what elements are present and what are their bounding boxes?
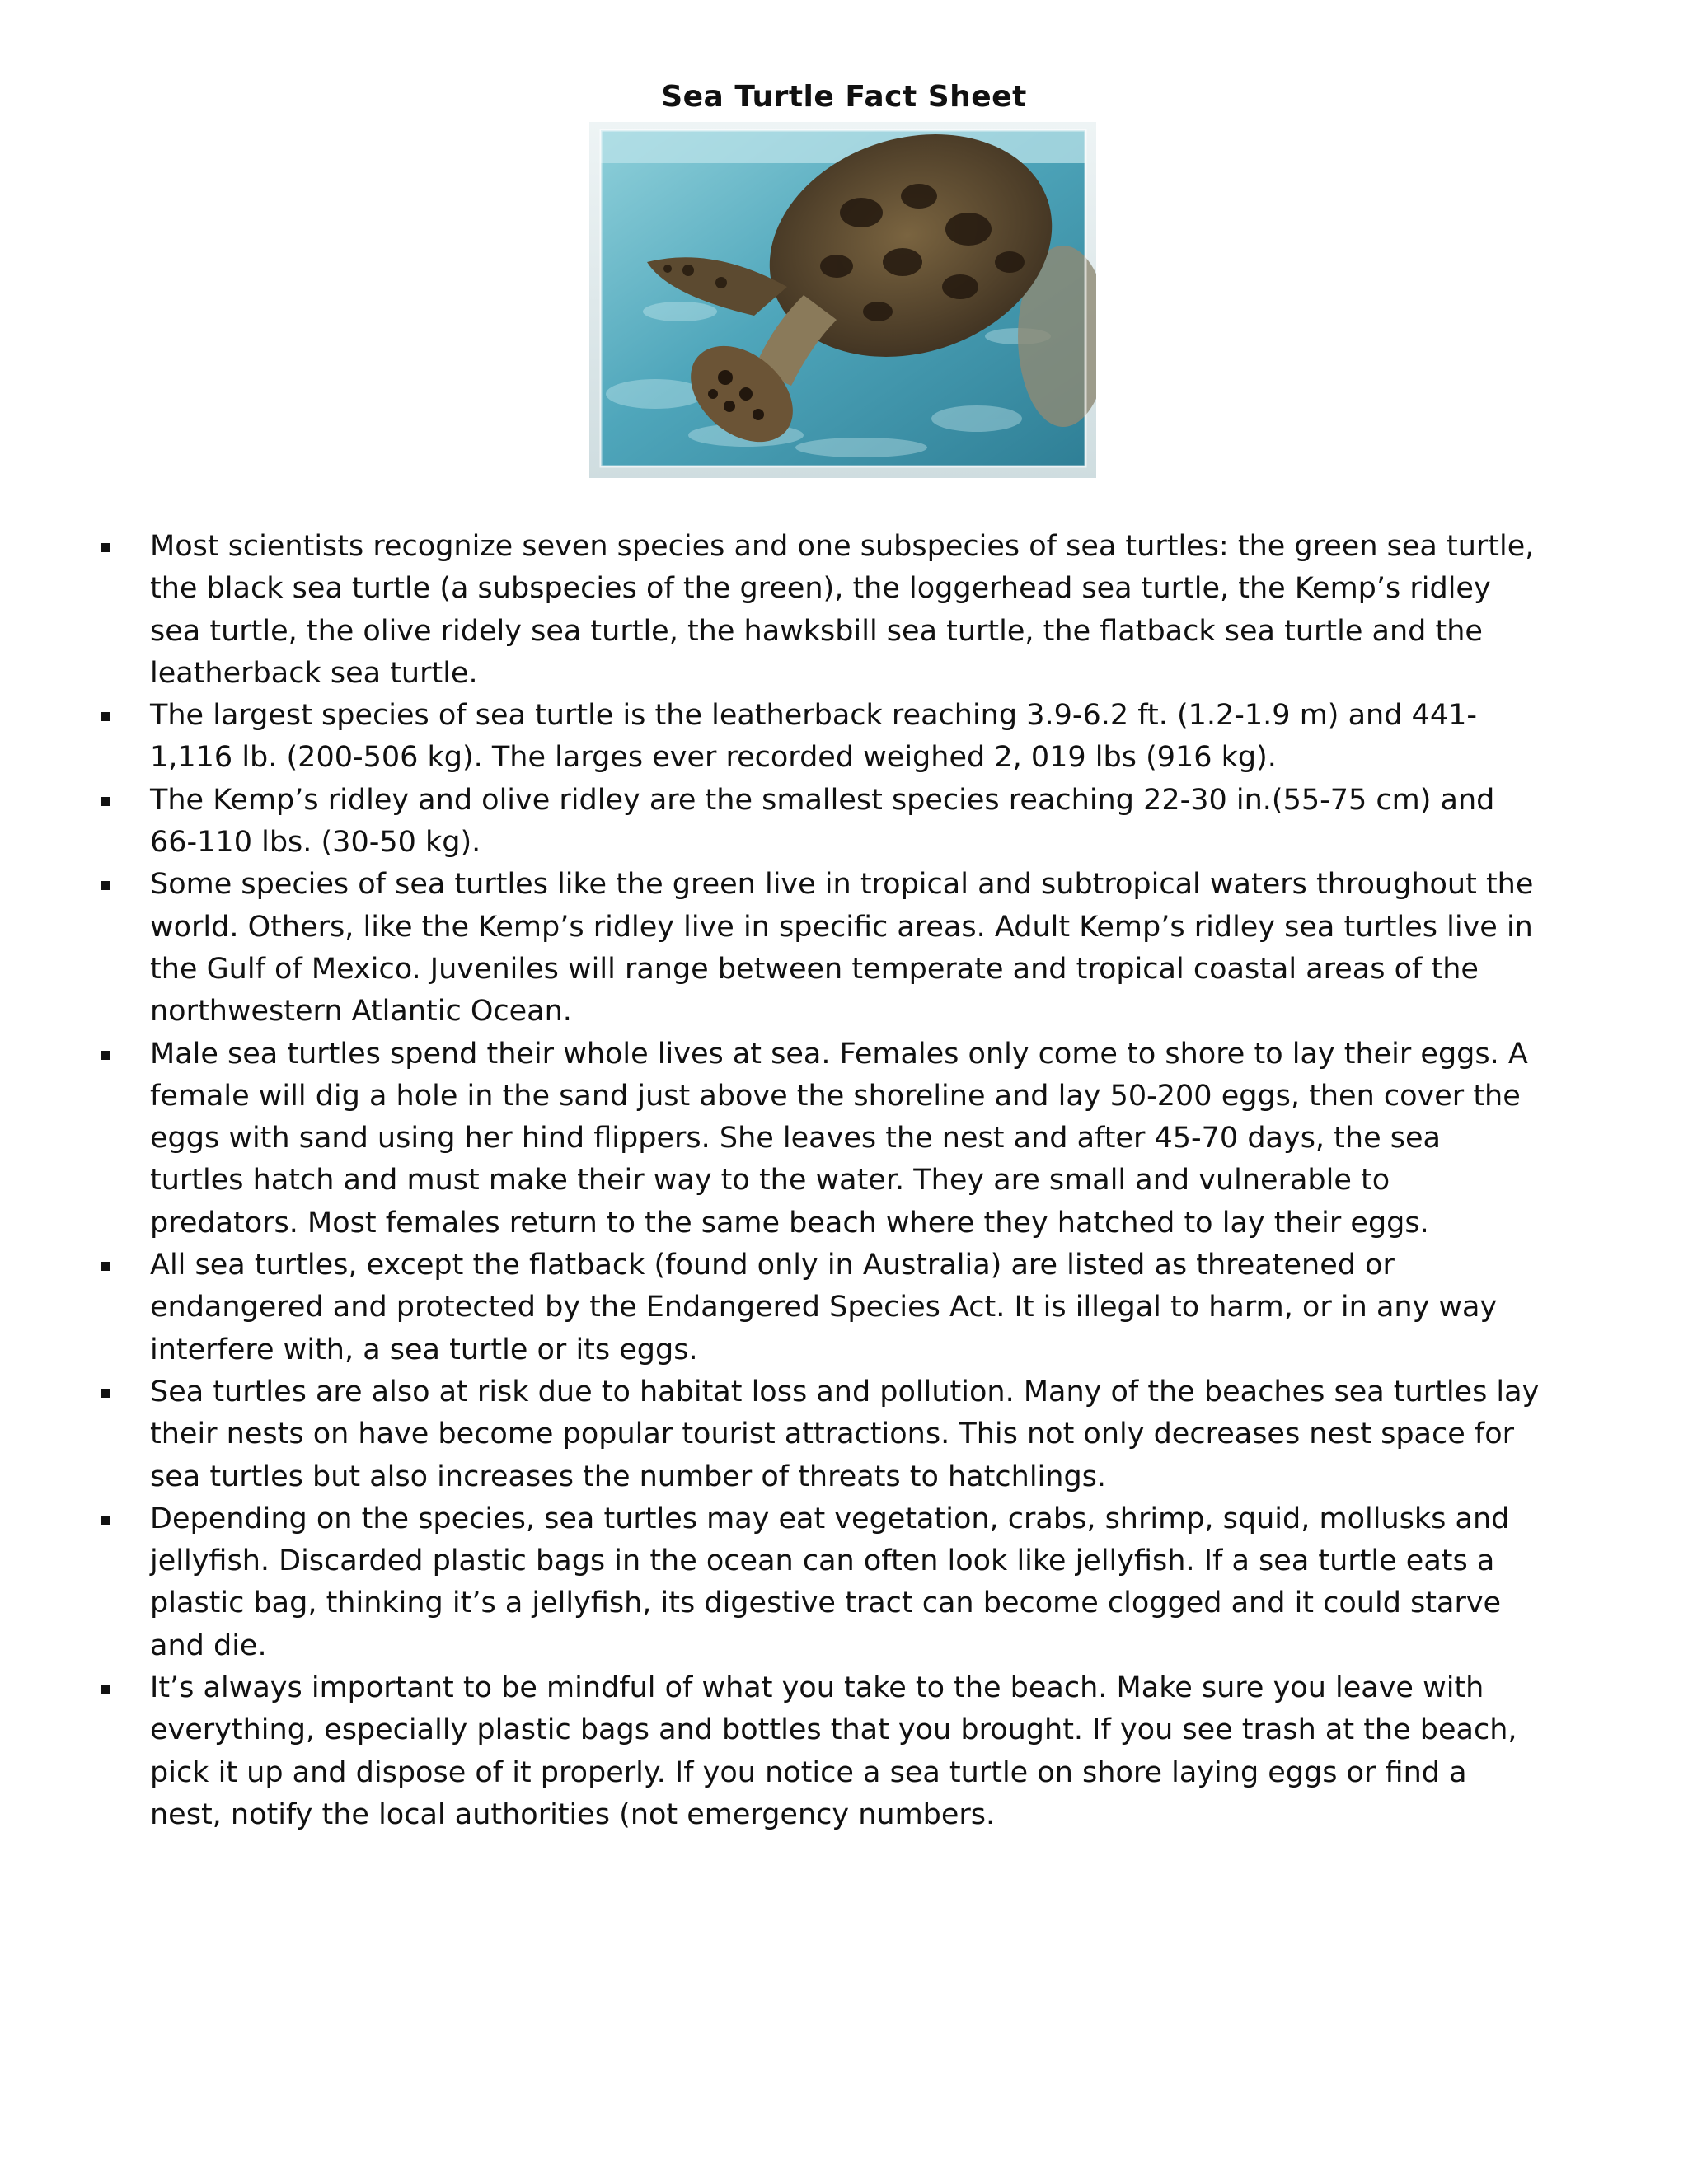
list-item (92, 780, 1543, 865)
fact-text: It’s always important to be mindful of what you take to the beach. Make sure you leave with everything, especially plastic bags and bottles that you brought. If you see trash at the beach, pick it up and dispose of it properly. If you notice a sea turtle on shore laying eggs or find a nest, notify the local authorities (not emergency numbers. (150, 1671, 1517, 1831)
list-item (92, 1371, 1543, 1498)
page-title: Sea Turtle Fact Sheet (661, 80, 1027, 114)
sea-turtle-image (589, 122, 1096, 478)
list-item (92, 695, 1543, 780)
square-bullet-icon (101, 881, 110, 890)
list-item (92, 526, 1543, 695)
fact-text: Male sea turtles spend their whole lives at sea. Females only come to shore to lay their eggs. A female will dig a hole in the sand just above the shoreline and lay 50-200 eggs, then cover the eggs with sand using her hind flippers. She leaves the nest and after 45-70 days, the sea turtles hatch and must make their way to the water. They are small and vulnerable to predators. Most females return to the same beach where they hatched to lay their eggs. (150, 1037, 1528, 1240)
fact-text: Some species of sea turtles like the green live in tropical and subtropical waters throughout the world. Others, like the Kemp’s ridley live in specific areas. Adult Kemp’s ridley sea turtles live in the Gulf of Mexico. Juveniles will range between temperate and tropical coastal areas of the northwestern Atlantic Ocean. (150, 868, 1534, 1029)
fact-list (92, 526, 1543, 1836)
fact-text: Most scientists recognize seven species and one subspecies of sea turtles: the green sea turtle, the black sea turtle (a subspecies of the green), the loggerhead sea turtle, the Kemp’s ridley sea turtle, the olive ridely sea turtle, the hawksbill sea turtle, the flatback sea turtle and the leatherback sea turtle. (150, 530, 1535, 690)
square-bullet-icon (101, 797, 110, 806)
fact-text: All sea turtles, except the flatback (found only in Australia) are listed as threatened or endangered and protected by the Endangered Species Act. It is illegal to harm, or in any way interfere with, a sea turtle or its eggs. (150, 1249, 1498, 1366)
square-bullet-icon (101, 1516, 110, 1525)
list-item (92, 1667, 1543, 1836)
square-bullet-icon (101, 1262, 110, 1271)
list-item (92, 1244, 1543, 1371)
list-item (92, 864, 1543, 1033)
square-bullet-icon (101, 1389, 110, 1398)
list-item (92, 1498, 1543, 1667)
fact-text: Depending on the species, sea turtles may eat vegetation, crabs, shrimp, squid, mollusks and jellyfish. Discarded plastic bags in the ocean can often look like jellyfish. If a sea turtle eats a plastic bag, thinking it’s a jellyfish, its digestive tract can become clogged and it could starve and die. (150, 1502, 1510, 1662)
square-bullet-icon (101, 1051, 110, 1060)
fact-text: Sea turtles are also at risk due to habitat loss and pollution. Many of the beaches sea turtles lay their nests on have become popular tourist attractions. This not only decreases nest space for sea turtles but also increases the number of threats to hatchlings. (150, 1375, 1540, 1493)
fact-text: The Kemp’s ridley and olive ridley are the smallest species reaching 22-30 in.(55-75 cm) and 66-110 lbs. (30-50 kg). (150, 783, 1495, 860)
square-bullet-icon (101, 1685, 110, 1694)
square-bullet-icon (101, 543, 110, 552)
square-bullet-icon (101, 712, 110, 721)
fact-text: The largest species of sea turtle is the leatherback reaching 3.9-6.2 ft. (1.2-1.9 m) and 441-1,116 lb. (200-506 kg). The larges ever recorded weighed 2, 019 lbs (916 kg). (150, 699, 1477, 775)
sea-turtle-photo (589, 122, 1096, 478)
list-item (92, 1033, 1543, 1244)
